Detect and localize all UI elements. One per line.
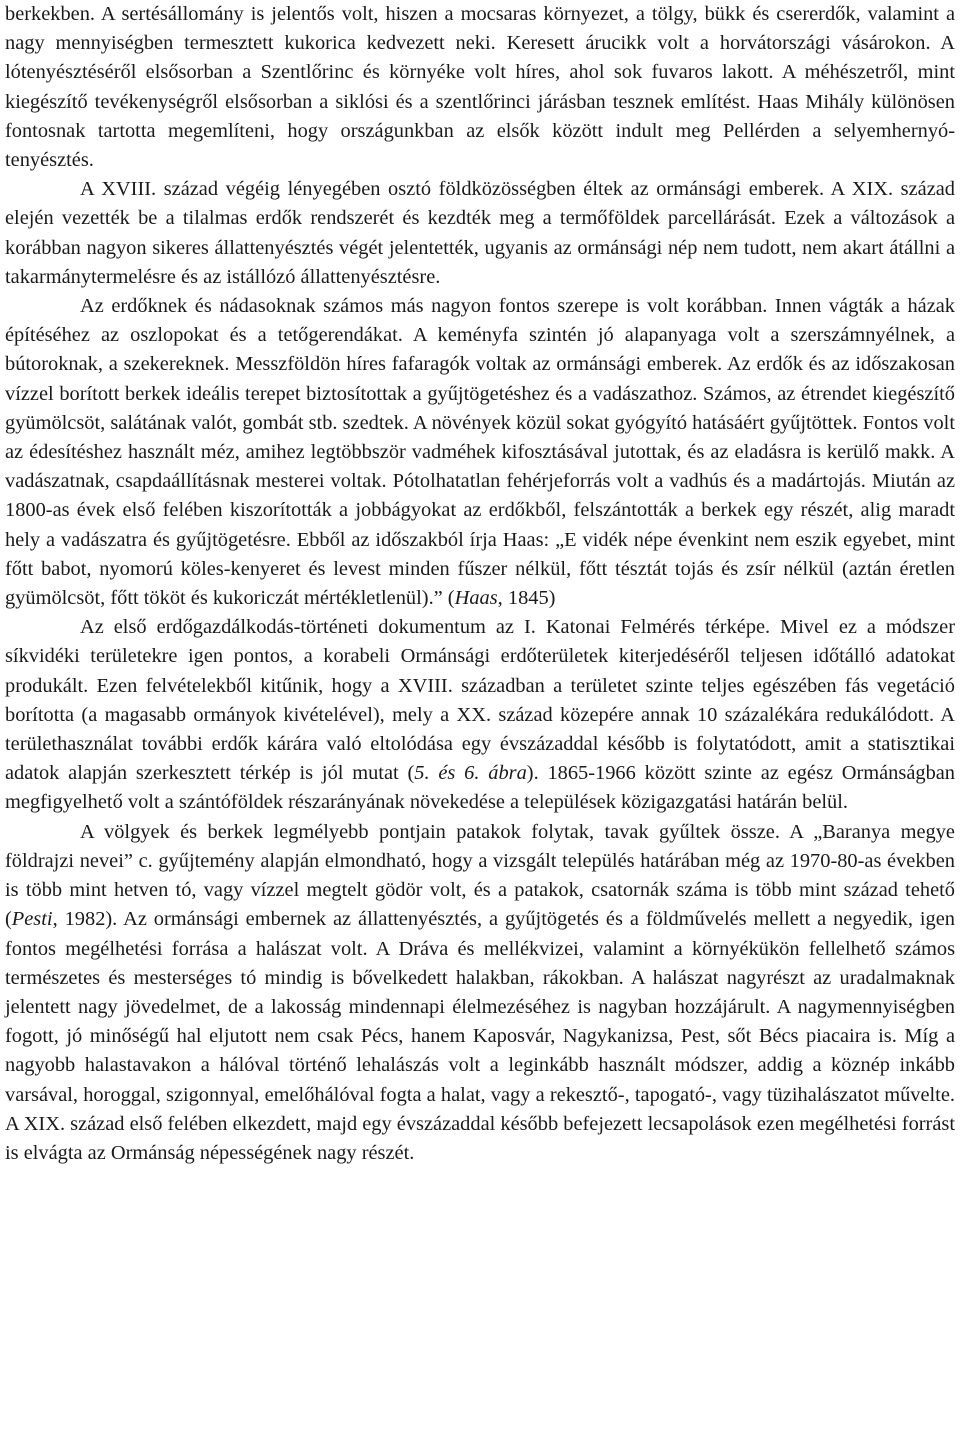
paragraph-5-text-a: A völgyek és berkek legmélyebb pontjain patakok folytak, tavak gyűltek össze. A „Baranya megye földrajzi nevei” c. gyűjtemény alapján elmondható, hogy a vizsgált település határában még az 1970-80-as években is több mint hetven tó, vagy vízzel megtelt gödör volt, és a patakok, csatornák száma is több mint század tehető ( [5,820,955,931]
paragraph-1 [5,0,955,175]
paragraph-2 [5,175,955,292]
paragraph-4 [5,613,955,817]
paragraph-5-text-b: , 1982). Az ormánsági embernek az állattenyésztés, a gyűjtögetés és a földművelés mellett a negyedik, igen fontos megélhetési forrása a halászat volt. A Dráva és mellékvizei, valamint a környékükön fellelhető számos természetes és mesterséges tó mindig is bővelkedett halakban, rákokban. A halászat nagyrészt az uradalmaknak jelentett nagy jövedelmet, de a lakosság mindennapi élelmezéséhez is nagyban hozzájárult. A nagymennyiségben fogott, jó minőségű hal eljutott nem csak Pécs, hanem Kaposvár, Nagykanizsa, Pest, sőt Bécs piacaira is. Míg a nagyobb halastavakon a hálóval történő lehalászás volt a leginkább használt módszer, addig a köznép inkább varsával, horoggal, szigonnyal, emelőhálóval fogta a halat, vagy a rekesztő-, tapogató-, vagy tüzihalászatot művelte. A XIX. század első felében elkezdett, majd egy évszázaddal később befejezett lecsapolások ezen megélhetési forrást is elvágta az Ormánság népességének nagy részét. [5,908,955,1164]
paragraph-4-text-b: ). 1865-1966 között szinte az egész Ormánságban megfigyelhető volt a szántóföldek részarányának növekedése a települések közigazgatási határán belül. [5,762,956,814]
paragraph-4-figure-ref: 5. és 6. ábra [414,762,527,785]
paragraph-3-citation-author: Haas [454,587,498,610]
paragraph-4-text-a: Az első erdőgazdálkodás-történeti dokumentum az I. Katonai Felmérés térképe. Mivel ez a módszer síkvidéki területekre igen pontos, a korabeli Ormánsági erdőterületek kiterjedéséről teljesen időtálló adatokat produkált. Ezen felvételekből kitűnik, hogy a XVIII. században a területet szinte teljes egészében fás vegetáció borította (a magasabb ormányok kivételével), mely a XX. század közepére annak 10 százalékára redukálódott. A területhasználat további erdők kárára való eltolódása egy évszázaddal később is folytatódott, amit a statisztikai adatok alapján szerkesztett térkép is jól mutat ( [5,616,955,785]
paragraph-3 [5,292,955,613]
paragraph-3-citation-year: , 1845) [497,587,556,610]
paragraph-2-text: A XVIII. század végéig lényegében osztó földközösségben éltek az ormánsági emberek. A XIX. század elején vezették be a tilalmas erdők rendszerét és kezdték meg a termőföldek parcellárását. Ezek a változások a korábban nagyon sikeres állattenyésztés végét jelentették, ugyanis az ormánsági nép nem tudott, nem akart átállni a takarmánytermelésre és az istállózó állattenyésztésre. [5,178,955,288]
paragraph-3-text-a: Az erdőknek és nádasoknak számos más nagyon fontos szerepe is volt korábban. Innen vágták a házak építéséhez az oszlopokat és a tetőgerendákat. A keményfa szintén jó alapanyaga volt a szerszámnyélnek, a bútoroknak, a szekereknek. Messzföldön híres fafaragók voltak az ormánsági emberek. Az erdők és az időszakosan vízzel borított berkek ideális terepet biztosítottak a gyűjtögetéshez és a vadászathoz. Számos, az étrendet kiegészítő gyümölcsöt, salátának valót, gombát stb. szedtek. A növények közül sokat gyógyító hatásáért gyűjtöttek. Fontos volt az édesítéshez használt méz, amihez legtöbbször vadméhek kifosztásával jutottak, és az eladásra is kerülő makk. A vadászatnak, csapdaállításnak mesterei voltak. Pótolhatatlan fehérjeforrás volt a vadhús és a madártojás. Miután az 1800-as évek első felében kiszorították a jobbágyokat az erdőkből, felszántották a berkek egy részét, alig maradt hely a vadászatra és gyűjtögetésre. Ebből az időszakból írja Haas: „E vidék népe évenkint nem eszik egyebet, mint főtt babot, nyomorú köles-kenyeret és levest minden fűszer nélkül, főtt tésztát tojás és zsír nélkül (aztán éretlen gyümölcsöt, főtt tököt és kukoriczát mértékletlenül).” ( [5,295,955,610]
paragraph-1-text: berkekben. A sertésállomány is jelentős volt, hiszen a mocsaras környezet, a tölgy, bükk és csererdők, valamint a nagy mennyiségben termesztett kukorica kedvezett neki. Keresett árucikk volt a horvátországi vásárokon. A lótenyésztéséről elsősorban a Szentlőrinc és környéke volt híres, ahol sok fuvaros lakott. A méhészetről, mint kiegészítő tevékenységről elsősorban a siklósi és a szentlőrinci járásban tesznek említést. Haas Mihály különösen fontosnak tartotta megemlíteni, hogy országunkban az elsők között indult meg Pellérden a selyemhernyó-tenyésztés. [5,3,955,172]
paragraph-5 [5,818,955,1168]
paragraph-5-citation-author: Pesti [11,908,53,931]
